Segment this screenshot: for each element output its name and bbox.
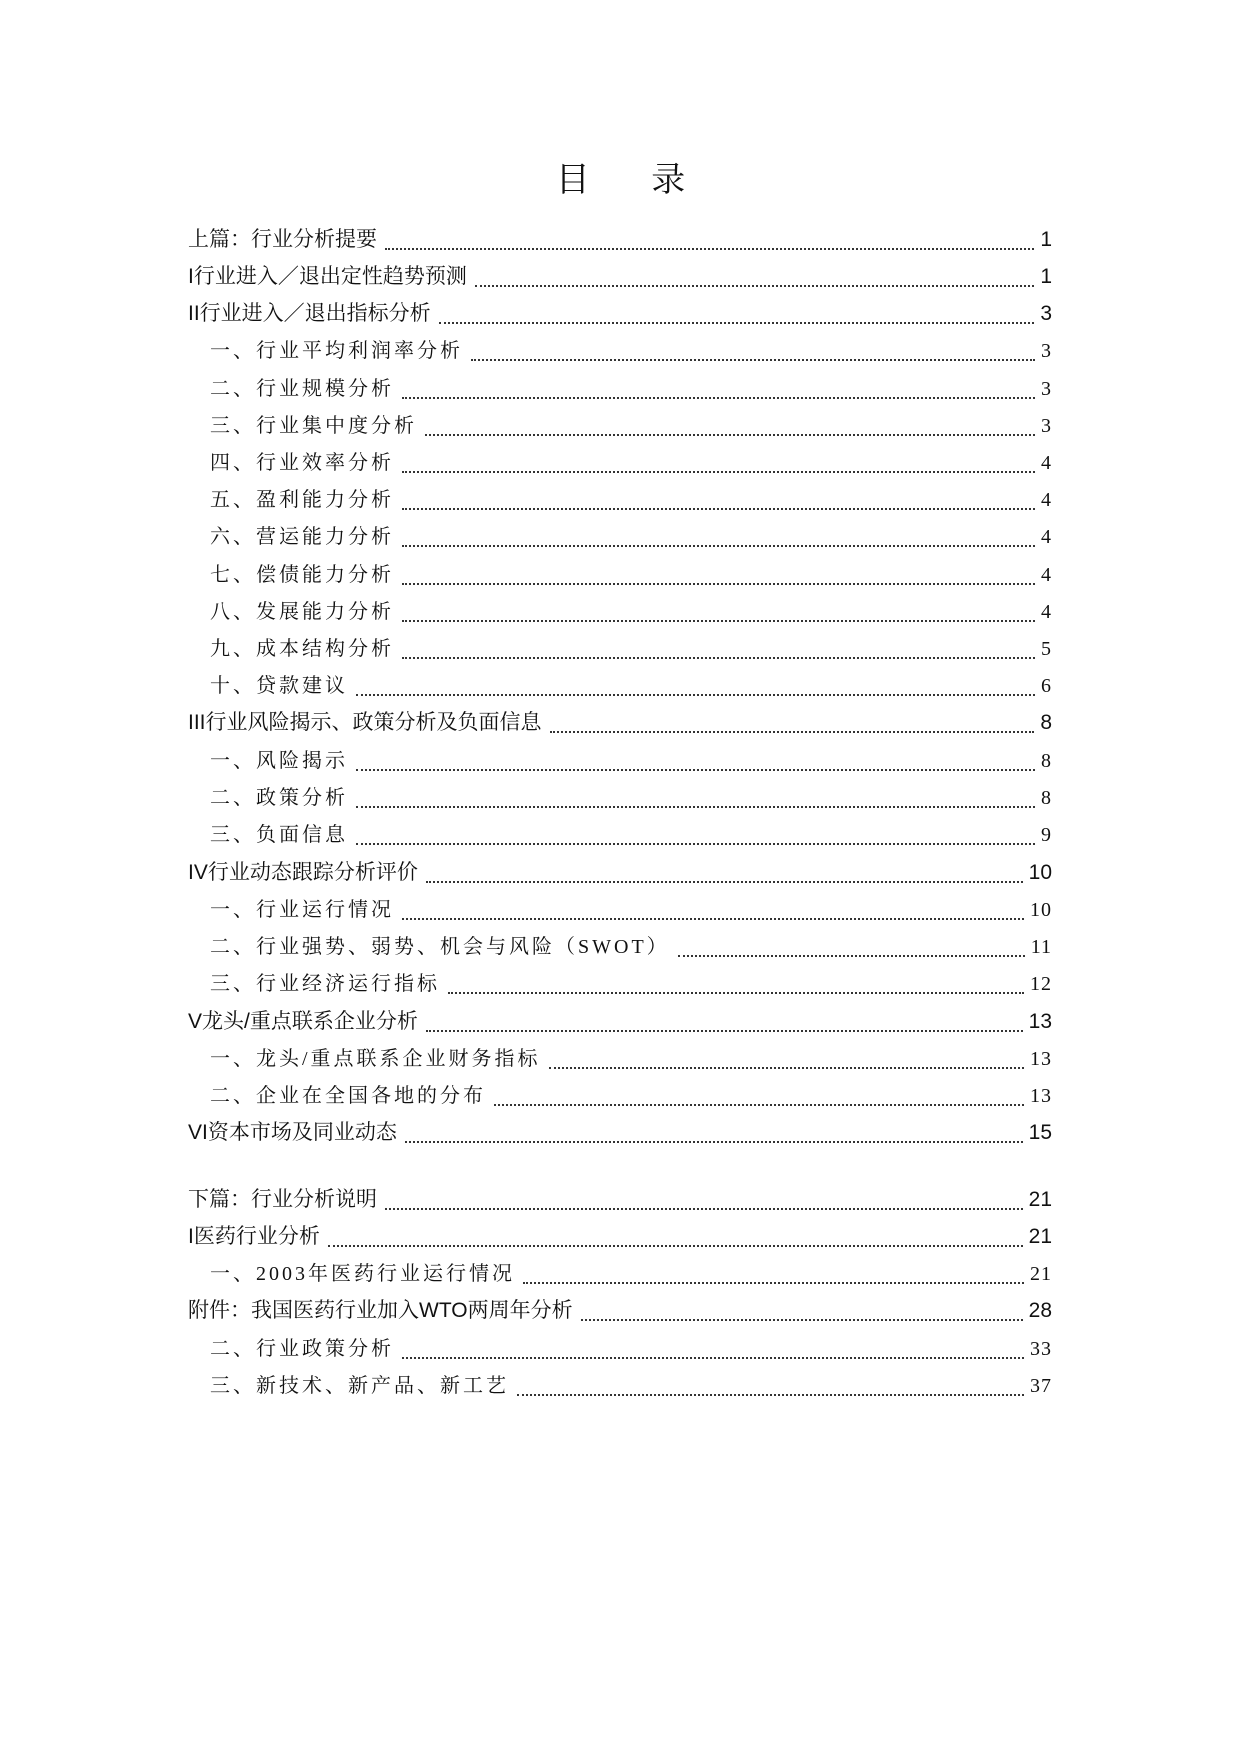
toc-entry[interactable] — [0, 519, 1241, 559]
toc-entry[interactable] — [0, 1115, 1241, 1155]
toc-entry-label: 三、行业经济运行指标 — [210, 973, 440, 995]
toc-entry-label: 三、负面信息 — [210, 824, 348, 846]
toc-page-number: 4 — [1041, 564, 1052, 586]
toc-dot-leader — [356, 806, 1035, 808]
toc-dot-leader — [356, 694, 1035, 696]
toc-page-number: 33 — [1030, 1338, 1052, 1360]
toc-dot-leader — [494, 1104, 1024, 1106]
toc-entry[interactable] — [0, 408, 1241, 448]
toc-dot-leader — [471, 359, 1035, 361]
toc-page-number: 21 — [1028, 1188, 1052, 1211]
toc-entry-label: 二、行业政策分析 — [210, 1338, 394, 1360]
toc-page-number: 10 — [1030, 899, 1052, 921]
toc-dot-leader — [439, 322, 1035, 324]
toc-entry-label: 一、行业运行情况 — [210, 899, 394, 921]
toc-page-number: 4 — [1041, 526, 1052, 548]
toc-dot-leader — [402, 397, 1035, 399]
toc-dot-leader — [517, 1394, 1024, 1396]
toc-dot-leader — [475, 285, 1034, 287]
toc-page-number: 4 — [1041, 452, 1052, 474]
toc-entry-label: 一、龙头/重点联系企业财务指标 — [210, 1048, 541, 1070]
toc-page-number: 21 — [1030, 1263, 1052, 1285]
toc-entry[interactable] — [0, 333, 1241, 373]
toc-page-number: 8 — [1041, 750, 1052, 772]
toc-dot-leader — [356, 769, 1035, 771]
toc-entry[interactable] — [0, 1041, 1241, 1081]
toc-page-number: 3 — [1041, 378, 1052, 400]
toc-dot-leader — [581, 1319, 1023, 1321]
toc-dot-leader — [385, 248, 1034, 250]
toc-dot-leader — [425, 434, 1035, 436]
toc-page-number: 21 — [1028, 1225, 1052, 1248]
toc-entry[interactable] — [0, 780, 1241, 820]
toc-entry[interactable] — [0, 817, 1241, 857]
toc-dot-leader — [402, 620, 1035, 622]
toc-entry-label: 九、成本结构分析 — [210, 638, 394, 660]
toc-dot-leader — [405, 1141, 1023, 1143]
toc-entry-label: 二、行业强势、弱势、机会与风险（SWOT） — [210, 936, 670, 958]
toc-dot-leader — [402, 583, 1035, 585]
toc-entry[interactable] — [0, 631, 1241, 671]
toc-entry-label: 上篇：行业分析提要 — [188, 228, 377, 251]
toc-entry[interactable] — [0, 445, 1241, 485]
toc-entry-label: IV行业动态跟踪分析评价 — [188, 861, 418, 884]
toc-page-number: 11 — [1030, 936, 1052, 958]
toc-dot-leader — [402, 545, 1035, 547]
toc-entry[interactable] — [0, 1182, 1241, 1222]
toc-entry[interactable] — [0, 892, 1241, 932]
toc-entry[interactable] — [0, 371, 1241, 411]
toc-dot-leader — [426, 1030, 1023, 1032]
toc-entry[interactable] — [0, 966, 1241, 1006]
toc-page-number: 12 — [1030, 973, 1052, 995]
toc-entry[interactable] — [0, 1078, 1241, 1118]
toc-page-number: 6 — [1041, 675, 1052, 697]
toc-dot-leader — [402, 657, 1035, 659]
page-title: 目 录 — [555, 161, 712, 199]
toc-entry[interactable] — [0, 594, 1241, 634]
toc-dot-leader — [448, 992, 1024, 994]
toc-page-number: 13 — [1030, 1085, 1052, 1107]
toc-entry-label: 一、风险揭示 — [210, 750, 348, 772]
toc-entry-label: III行业风险揭示、政策分析及负面信息 — [188, 711, 542, 734]
toc-entry-label: 二、政策分析 — [210, 787, 348, 809]
toc-entry[interactable] — [0, 855, 1241, 895]
toc-page-number: 3 — [1041, 340, 1052, 362]
toc-dot-leader — [385, 1208, 1023, 1210]
toc-entry-label: 一、2003年医药行业运行情况 — [210, 1263, 515, 1285]
toc-entry[interactable] — [0, 668, 1241, 708]
toc-entry[interactable] — [0, 1331, 1241, 1371]
toc-page-number: 3 — [1040, 302, 1052, 325]
toc-page-number: 9 — [1041, 824, 1052, 846]
toc-page-number: 8 — [1041, 787, 1052, 809]
toc-page-number: 37 — [1030, 1375, 1052, 1397]
toc-page-number: 10 — [1028, 861, 1052, 884]
toc-dot-leader — [678, 955, 1025, 957]
toc-entry-label: 三、新技术、新产品、新工艺 — [210, 1375, 509, 1397]
toc-entry-label: 下篇：行业分析说明 — [188, 1188, 377, 1211]
toc-entry[interactable] — [0, 1293, 1241, 1333]
toc-entry[interactable] — [0, 705, 1241, 745]
toc-page-number: 1 — [1040, 265, 1052, 288]
toc-page-number: 28 — [1028, 1299, 1052, 1322]
toc-dot-leader — [402, 508, 1035, 510]
toc-dot-leader — [402, 1357, 1024, 1359]
toc-entry-label: II行业进入／退出指标分析 — [188, 302, 431, 325]
toc-dot-leader — [328, 1245, 1023, 1247]
toc-dot-leader — [523, 1282, 1024, 1284]
toc-entry-label: 一、行业平均利润率分析 — [210, 340, 463, 362]
toc-entry-label: 二、行业规模分析 — [210, 378, 394, 400]
toc-page-number: 3 — [1041, 415, 1052, 437]
toc-page-number: 4 — [1041, 601, 1052, 623]
toc-entry-label: I医药行业分析 — [188, 1225, 320, 1248]
toc-entry[interactable] — [0, 296, 1241, 336]
toc-entry-label: 六、营运能力分析 — [210, 526, 394, 548]
toc-entry[interactable] — [0, 557, 1241, 597]
toc-entry-label: 五、盈利能力分析 — [210, 489, 394, 511]
toc-entry[interactable] — [0, 222, 1241, 262]
toc-entry-label: 四、行业效率分析 — [210, 452, 394, 474]
toc-dot-leader — [402, 918, 1024, 920]
toc-dot-leader — [550, 731, 1035, 733]
toc-page-number: 8 — [1040, 711, 1052, 734]
toc-dot-leader — [356, 843, 1035, 845]
toc-entry[interactable] — [0, 1368, 1241, 1408]
toc-entry-label: 附件：我国医药行业加入WTO两周年分析 — [188, 1299, 573, 1322]
toc-dot-leader — [426, 881, 1023, 883]
toc-page-number: 5 — [1041, 638, 1052, 660]
toc-entry-label: I行业进入／退出定性趋势预测 — [188, 265, 467, 288]
toc-entry[interactable] — [0, 1004, 1241, 1044]
toc-entry[interactable] — [0, 929, 1241, 969]
toc-entry-label: V龙头/重点联系企业分析 — [188, 1010, 418, 1033]
toc-page-number: 1 — [1040, 228, 1052, 251]
toc-entry[interactable] — [0, 482, 1241, 522]
toc-entry-label: 二、企业在全国各地的分布 — [210, 1085, 486, 1107]
toc-entry-label: VI资本市场及同业动态 — [188, 1121, 397, 1144]
toc-page-number: 13 — [1030, 1048, 1052, 1070]
toc-dot-leader — [402, 471, 1035, 473]
toc-entry[interactable] — [0, 1256, 1241, 1296]
toc-entry-label: 十、贷款建议 — [210, 675, 348, 697]
toc-entry[interactable] — [0, 743, 1241, 783]
toc-entry-label: 八、发展能力分析 — [210, 601, 394, 623]
toc-entry-label: 三、行业集中度分析 — [210, 415, 417, 437]
toc-page-number: 4 — [1041, 489, 1052, 511]
toc-page-number: 15 — [1028, 1121, 1052, 1144]
toc-entry[interactable] — [0, 1219, 1241, 1259]
toc-page-number: 13 — [1028, 1010, 1052, 1033]
toc-entry[interactable] — [0, 259, 1241, 299]
toc-entry-label: 七、偿债能力分析 — [210, 564, 394, 586]
toc-dot-leader — [549, 1067, 1024, 1069]
